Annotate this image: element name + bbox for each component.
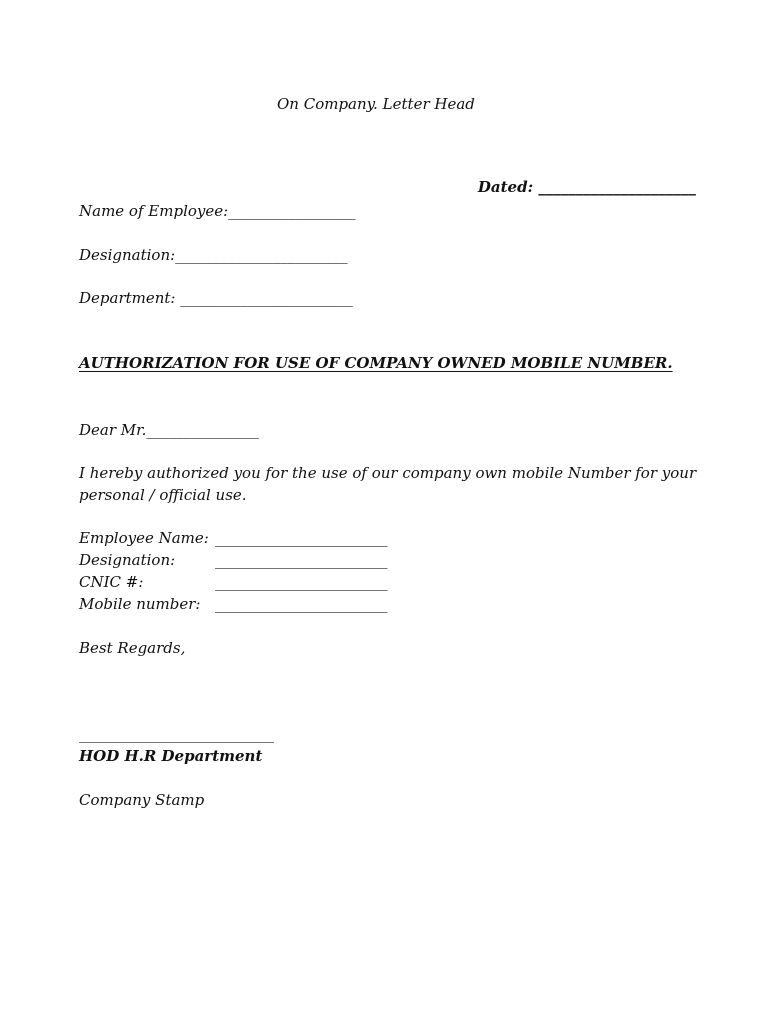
company-stamp-label: Company Stamp [79, 791, 205, 809]
dated-label: Dated: [477, 178, 534, 196]
cnic-blank: _______________________ [215, 573, 388, 591]
signature-line: __________________________ [79, 725, 274, 743]
salutation: Dear Mr._______________ [79, 421, 259, 439]
subject-heading: AUTHORIZATION FOR USE OF COMPANY OWNED MOBILE NUMBER. [79, 354, 673, 372]
closing-text: Best Regards, [79, 639, 186, 657]
dated-blank: _____________________ [538, 178, 696, 196]
name-of-employee-field: Name of Employee:_________________ [79, 202, 356, 220]
body-paragraph-line-1: I hereby authorized you for the use of our company own mobile Number for your [79, 464, 697, 482]
cnic-label: CNIC #: [79, 573, 144, 591]
department-field: Department: _______________________ [79, 289, 353, 307]
signature-title: HOD H.R Department [79, 747, 263, 765]
body-paragraph-line-2: personal / official use. [79, 486, 247, 504]
dated-line [457, 157, 696, 217]
employee-name-label: Employee Name: [79, 529, 209, 547]
mobile-number-label: Mobile number: [79, 595, 201, 613]
designation-blank: _______________________ [215, 551, 388, 569]
employee-name-blank: _______________________ [215, 529, 388, 547]
mobile-number-blank: _______________________ [215, 595, 388, 613]
designation-field: Designation:_______________________ [79, 246, 348, 264]
designation-label: Designation: [79, 551, 176, 569]
letterhead-text: On Company. Letter Head [277, 95, 475, 113]
